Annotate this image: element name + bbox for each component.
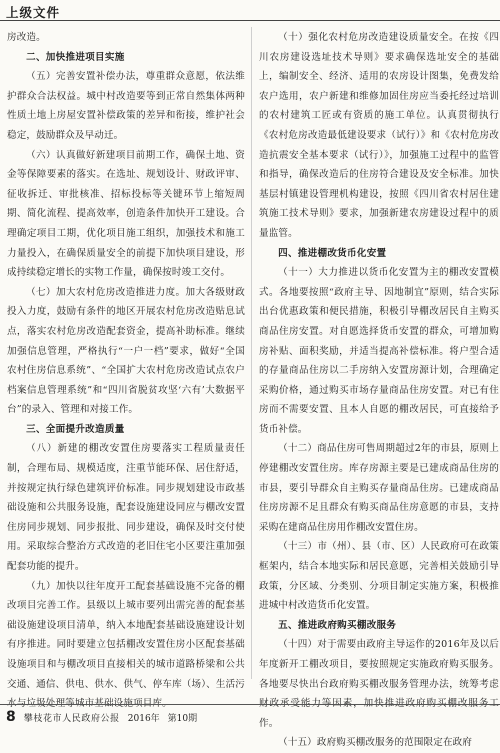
paragraph: 房改造。 bbox=[7, 32, 46, 43]
paragraph: （十四）对于需要由政府主导运作的2016年及以后年度新开工棚改项目，要按照规定实施政府购买服务。各地要尽快出台政府购买棚改服务管理办法，统筹考虑财政承受能力等因素，加快推进政府购买棚改服务工作。 bbox=[259, 639, 499, 729]
paragraph: （九）加快以往年度开工配套基础设施不完备的棚改项目完善工作。县级以上城市要列出需完善的配套基础设施建设项目清单，纳入本地配套基础设施建设计划有序推进。同时要建立包括棚改安置住房小区配套基础设施项目和与棚改项目直接相关的城市道路桥梁和公共交通、通信、供电、供水、供气、停车库（场）、生活污水与垃圾处理等城市基础设施项目库。 bbox=[7, 580, 245, 710]
issue-number: 第10期 bbox=[167, 714, 198, 724]
footer bbox=[6, 709, 197, 725]
header-rule bbox=[0, 20, 500, 21]
paragraph: （十三）市（州）、县（市、区）人民政府可在政策框架内，结合本地实际和居民意愿，完善相关鼓励引导政策，分区域、分类别、分项目制定实施方案，积极推进城中村改造货币化安置。 bbox=[259, 541, 499, 612]
right-column bbox=[259, 28, 499, 749]
column-divider bbox=[251, 27, 252, 679]
paragraph: （十二）商品住房可售周期超过2年的市县，原则上停建棚改安置住房。库存房源主要是已建成商品住房的市县，要引导群众自主购买存量商品住房。已建成商品住房房源不足且群众有购买商品住房意愿的市县，支持采购在建商品住房用作棚改安置住房。 bbox=[259, 443, 499, 533]
paragraph: （八）新建的棚改安置住房要落实工程质量责任制，合理布局、规模适度，注重节能环保、居住舒适，并按规定执行绿色建筑评价标准。同步规划建设市政基础设施和公共服务设施，配套设施建设同应与棚改安置住房同步规划、同步报批、同步建设，确保及时交付使用。采取综合整治方式改造的老旧住宅小区要注重加强配套功能的提升。 bbox=[7, 443, 245, 573]
paragraph: （十五）政府购买棚改服务的范围限定在政府 bbox=[278, 737, 473, 749]
paragraph: （五）完善安置补偿办法，尊重群众意愿，依法维护群众合法权益。城中村改造要等到正常自然集体两种性质土地上房屋安置补偿政策的差异和衔接，维护社会稳定，鼓励群众及早动迁。 bbox=[7, 71, 245, 141]
left-column bbox=[7, 28, 245, 710]
section-heading: 三、全面提升改造质量 bbox=[26, 423, 125, 435]
paragraph: （六）认真做好新建项目前期工作，确保土地、资金等保障要素的落实。在选址、规划设计、财政评审、征收拆迁、审批核准、招标投标等关键环节上缩短周期、简化流程、提高效率，创造条件加快开工建设。合理确定项目工期，优化项目施工组织，加强技术和施工力量投入，在确保质量安全的前提下加快项目建设，形成持续稳定增长的实物工作量，确保按时竣工交付。 bbox=[7, 149, 245, 279]
section-heading: 二、加快推进项目实施 bbox=[26, 51, 125, 63]
publication-name: 攀枝花市人民政府公报 bbox=[23, 714, 120, 724]
publication-year: 2016年 bbox=[127, 714, 160, 724]
page-number: 8 bbox=[6, 709, 16, 725]
paragraph: （十）强化农村危房改造建设质量安全。在按《四川农房建设选址技术导则》要求确保选址安全的基础上，编制安全、经济、适用的农房设计图集，免费发给农户选用，农户新建和维修加固住房应当委托经过培训的农村建筑工匠或有资质的施工单位。认真贯彻执行《农村危房改造最低建设要求（试行）》和《农村危房改造抗震安全基本要求（试行）》，加强施工过程中的监管和指导，确保改造后的住房符合建设及安全标准。加快基层村镇建设管理机构建设，按照《四川省农村居住建筑施工技术导则》要求，加强新建农房建设过程中的质量监管。 bbox=[259, 32, 499, 239]
section-heading: 四、推进棚改货币化安置 bbox=[278, 247, 387, 259]
footer-rule bbox=[0, 704, 500, 705]
paragraph: （七）加大农村危房改造推进力度。加大各级财政投入力度，鼓励有条件的地区开展农村危房改造贴息试点，落实农村危房改造配套资金，提高补助标准。继续加强信息管理，严格执行“一户一档”要求，做好“全国农村住房信息系统”、“全国扩大农村危房改造试点农户档案信息管理系统”和“四川省脱贫攻坚‘六有’大数据平台”的录入、管理和对接工作。 bbox=[7, 286, 245, 416]
header-title: 上级文件 bbox=[6, 5, 61, 20]
section-heading: 五、推进政府购买棚改服务 bbox=[278, 619, 397, 631]
paragraph: （十一）大力推进以货币化安置为主的棚改安置模式。各地要按照“政府主导、因地制宜”原则，结合实际出台优惠政策和便民措施，积极引导棚改居民自主购买商品住房安置。对自愿选择货币安置的群众，可增加购房补贴、面积奖励，并适当提高补偿标准。将户型合适的存量商品住房以二手房纳入安置房源计划，合理确定采购价格，通过购买市场存量商品住房安置。对已有住房而不需要安置、且本人自愿的棚改居民，可直接给予货币补偿。 bbox=[259, 267, 499, 435]
